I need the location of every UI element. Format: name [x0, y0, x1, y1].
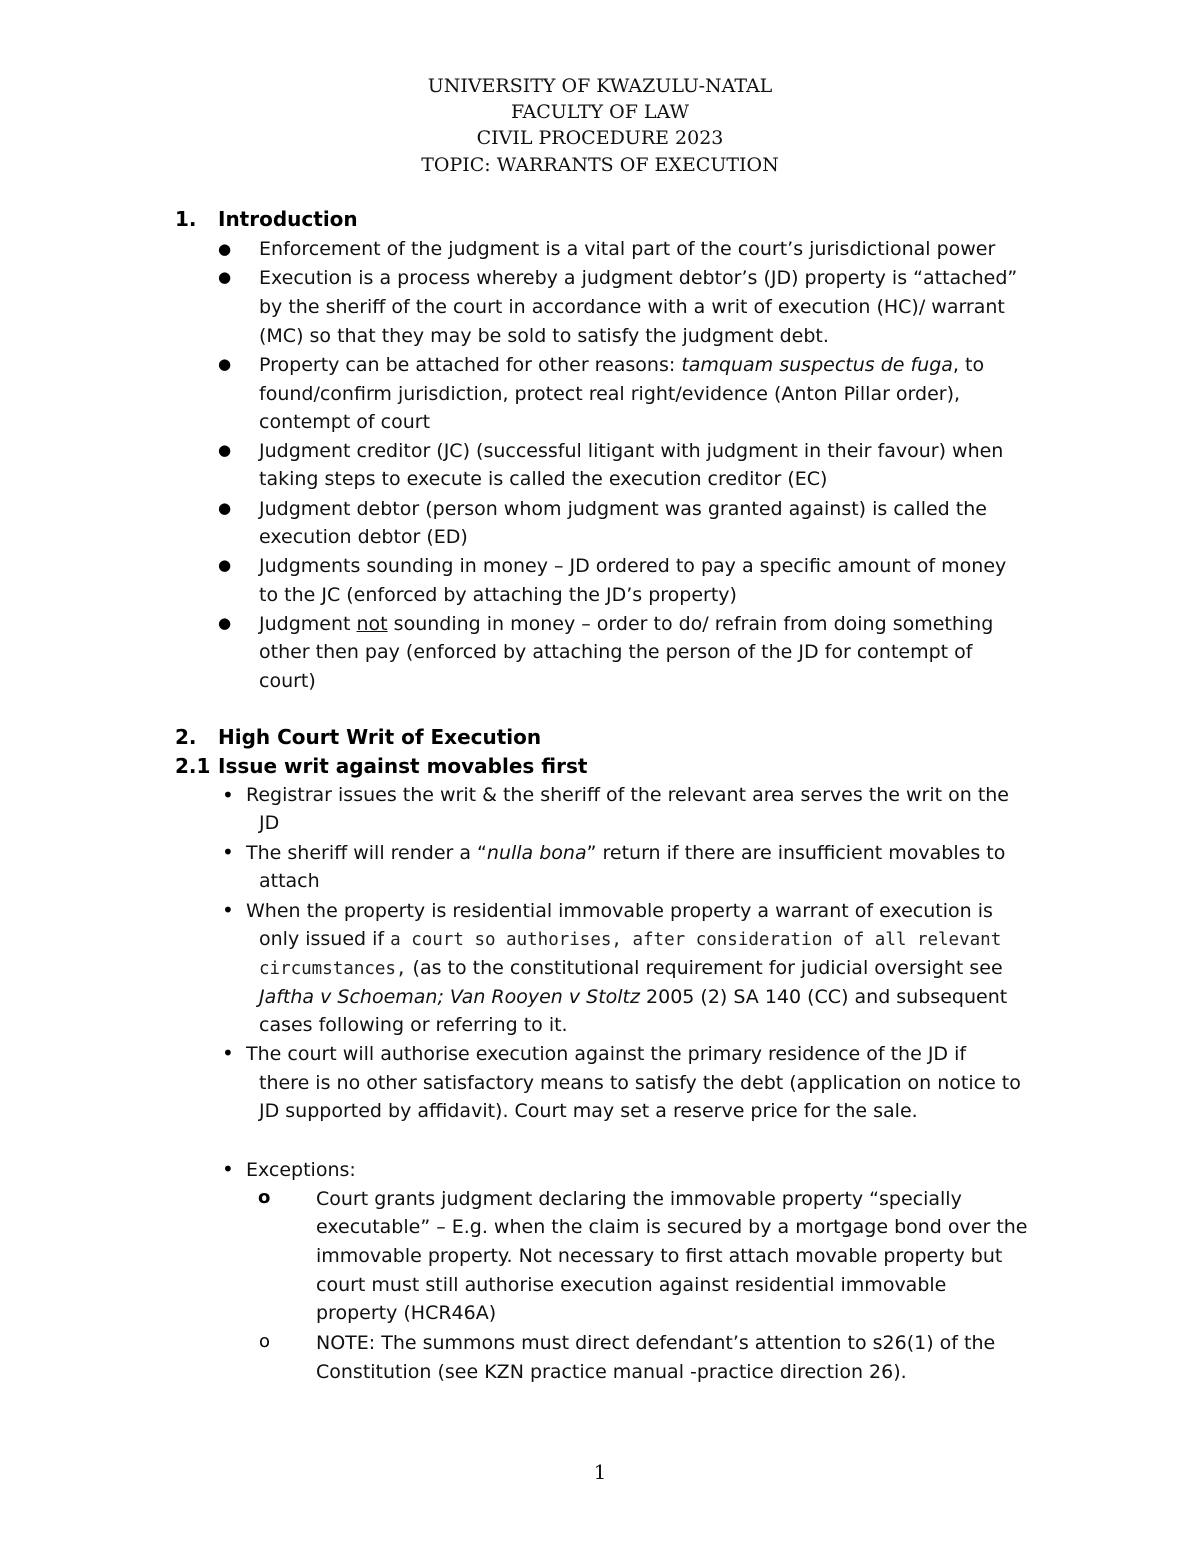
bullet-icon: • — [222, 783, 234, 807]
s2-bullet-4-line2: there is no other satisfactory means to satisfy the debt (application on notice to — [259, 1072, 1021, 1094]
bullet-icon: ● — [218, 499, 232, 517]
s1-bullet-7-line1: Judgment not sounding in money – order to do/ refrain from doing something — [259, 613, 994, 635]
exception-1-line4: court must still authorise execution against residential immovable — [316, 1274, 947, 1296]
s2-bullet-4-line1: The court will authorise execution against the primary residence of the JD if — [246, 1043, 967, 1065]
bullet-icon: ● — [218, 556, 232, 574]
bullet-icon: ● — [218, 441, 232, 459]
section-2-number: 2. — [175, 725, 197, 749]
s1-bullet-6-line1: Judgments sounding in money – JD ordered to pay a specific amount of money — [259, 555, 1007, 577]
s2-bullet-2-line2: attach — [259, 870, 320, 892]
exception-1-line1: Court grants judgment declaring the immovable property “specially — [316, 1188, 962, 1210]
bullet-icon: ● — [218, 355, 232, 373]
exception-2-line1: NOTE: The summons must direct defendant’s attention to s26(1) of the — [316, 1332, 996, 1354]
s2-bullet-3-line1: When the property is residential immovable property a warrant of execution is — [246, 900, 993, 922]
s1-bullet-7-line3: court) — [259, 670, 316, 692]
bullet-icon: ● — [218, 614, 232, 632]
exception-2-line2: Constitution (see KZN practice manual -practice direction 26). — [316, 1361, 907, 1383]
section-1-title: Introduction — [218, 207, 358, 231]
s1-bullet-2-line1: Execution is a process whereby a judgment debtor’s (JD) property is “attached” — [259, 267, 1018, 289]
bullet-icon: • — [222, 898, 234, 922]
s2-bullet-4-line3: JD supported by affidavit). Court may set a reserve price for the sale. — [259, 1100, 918, 1122]
s1-bullet-1: Enforcement of the judgment is a vital part of the court’s jurisdictional power — [259, 238, 996, 260]
s2-bullet-1-line1: Registrar issues the writ & the sheriff of the relevant area serves the writ on the — [246, 784, 1009, 806]
circle-bullet-icon: o — [259, 1331, 271, 1352]
bullet-icon: • — [222, 840, 234, 864]
s2-bullet-5: Exceptions: — [246, 1159, 356, 1181]
section-2-1-number: 2.1 — [175, 754, 211, 778]
s1-bullet-6-line2: to the JC (enforced by attaching the JD’s property) — [259, 584, 737, 606]
page-number: 1 — [593, 1460, 607, 1484]
s2-bullet-3-line2: only issued if a court so authorises, after consideration of all relevant — [259, 928, 1002, 950]
s1-bullet-7-line2: other then pay (enforced by attaching the person of the JD for contempt of — [259, 641, 973, 663]
s1-bullet-3-line1: Property can be attached for other reasons: tamquam suspectus de fuga, to — [259, 354, 985, 376]
s2-bullet-3-line4: Jaftha v Schoeman; Van Rooyen v Stoltz 2005 (2) SA 140 (CC) and subsequent — [259, 986, 1008, 1008]
exception-1-line5: property (HCR46A) — [316, 1302, 497, 1324]
s1-bullet-4-line2: taking steps to execute is called the execution creditor (EC) — [259, 468, 828, 490]
s1-bullet-5-line1: Judgment debtor (person whom judgment was granted against) is called the — [259, 498, 987, 520]
s1-bullet-5-line2: execution debtor (ED) — [259, 526, 468, 548]
exception-1-line2: executable” – E.g. when the claim is secured by a mortgage bond over the — [316, 1216, 1028, 1238]
s1-bullet-4-line1: Judgment creditor (JC) (successful litigant with judgment in their favour) when — [259, 440, 1004, 462]
s2-bullet-1-line2: JD — [259, 812, 280, 834]
s2-bullet-3-line3: circumstances, (as to the constitutional requirement for judicial oversight see — [259, 957, 1003, 979]
s2-bullet-2-line1: The sheriff will render a “nulla bona” return if there are insufficient movables to — [246, 842, 1006, 864]
section-1-number: 1. — [175, 207, 197, 231]
circle-bullet-icon: o — [258, 1187, 271, 1208]
header-university: UNIVERSITY OF KWAZULU-NATAL — [427, 75, 773, 97]
section-2-1-title: Issue writ against movables first — [218, 754, 588, 778]
s2-bullet-3-line5: cases following or referring to it. — [259, 1014, 568, 1036]
s1-bullet-3-line2: found/confirm jurisdiction, protect real right/evidence (Anton Pillar order), — [259, 383, 961, 405]
section-2-heading — [175, 723, 541, 751]
bullet-icon: ● — [218, 268, 232, 286]
bullet-icon: • — [222, 1157, 234, 1181]
bullet-icon: • — [222, 1041, 234, 1065]
s1-bullet-3-line3: contempt of court — [259, 411, 431, 433]
section-2-1-heading — [175, 752, 587, 780]
header-topic: TOPIC: WARRANTS OF EXECUTION — [421, 154, 779, 176]
section-2-title: High Court Writ of Execution — [218, 725, 542, 749]
bullet-icon: ● — [218, 240, 232, 258]
header-course: CIVIL PROCEDURE 2023 — [476, 127, 724, 149]
s1-bullet-2-line3: (MC) so that they may be sold to satisfy the judgment debt. — [259, 325, 829, 347]
header-faculty: FACULTY OF LAW — [510, 101, 690, 123]
exception-1-line3: immovable property. Not necessary to first attach movable property but — [316, 1245, 1003, 1267]
section-1-heading — [175, 205, 358, 233]
s1-bullet-2-line2: by the sheriff of the court in accordance with a writ of execution (HC)/ warrant — [259, 296, 1005, 318]
